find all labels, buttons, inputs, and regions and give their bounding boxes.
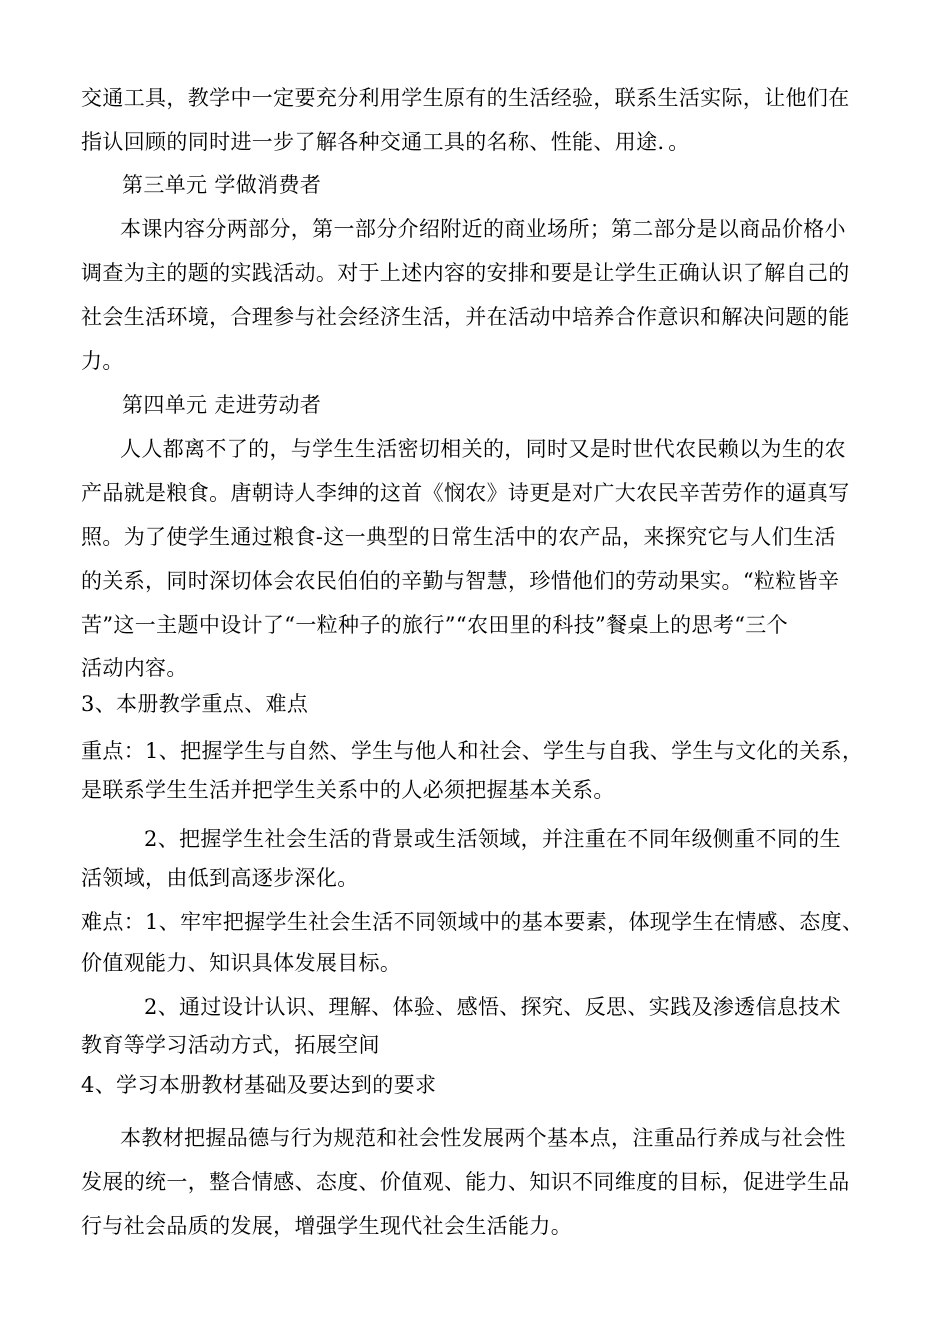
paragraph-line: 2、把握学生社会生活的背景或生活领域，并注重在不同年级侧重不同的生	[144, 827, 841, 851]
paragraph-line: 教育等学习活动方式，拓展空间	[81, 1033, 380, 1057]
paragraph-line: 的关系，同时深切体会农民伯伯的辛勤与智慧，珍惜他们的劳动果实。“粒粒皆辛	[81, 569, 840, 593]
paragraph-line: 照。为了使学生通过粮食-这一典型的日常生活中的农产品，来探究它与人们生活	[81, 525, 836, 549]
paragraph-line: 指认回顾的同时进一步了解各种交通工具的名称、性能、用途．。	[81, 130, 690, 154]
paragraph-line: 调查为主的题的实践活动。对于上述内容的安排和要是让学生正确认识了解自己的	[81, 261, 850, 285]
paragraph-line: 本课内容分两部分，第一部分介绍附近的商业场所；第二部分是以商品价格小	[120, 217, 846, 241]
section4-heading: 4、学习本册教材基础及要达到的要求	[81, 1073, 437, 1097]
paragraph-line: 活领域，由低到高逐步深化。	[81, 866, 359, 890]
paragraph-line: 社会生活环境，合理参与社会经济生活，并在活动中培养合作意识和解决问题的能	[81, 305, 850, 329]
unit4-heading: 第四单元 走进劳动者	[122, 393, 322, 417]
section3-heading: 3、本册教学重点、难点	[81, 692, 309, 716]
paragraph-line: 人人都离不了的，与学生生活密切相关的，同时又是时世代农民赖以为生的农	[120, 437, 846, 461]
paragraph-line: 价值观能力、知识具体发展目标。	[81, 951, 402, 975]
paragraph-line: 产品就是粮食。唐朝诗人李绅的这首《悯农》诗更是对广大农民辛苦劳作的逼真写	[81, 481, 850, 505]
paragraph-line: 力。	[81, 349, 124, 373]
paragraph-line: 是联系学生生活并把学生关系中的人必须把握基本关系。	[81, 778, 615, 802]
paragraph-line: 活动内容。	[81, 656, 188, 680]
paragraph-line: 难点：1、牢牢把握学生社会生活不同领域中的基本要素，体现学生在情感、态度、	[81, 910, 864, 934]
paragraph-line: 2、通过设计认识、理解、体验、感悟、探究、反思、实践及渗透信息技术	[144, 995, 841, 1019]
paragraph-line: 发展的统一，整合情感、态度、价值观、能力、知识不同维度的目标，促进学生品	[81, 1170, 850, 1194]
paragraph-line: 行与社会品质的发展，增强学生现代社会生活能力。	[81, 1214, 573, 1238]
paragraph-line: 本教材把握品德与行为规范和社会性发展两个基本点，注重品行养成与社会性	[120, 1126, 846, 1150]
paragraph-line: 重点：1、把握学生与自然、学生与他人和社会、学生与自我、学生与文化的关系，	[81, 739, 864, 763]
paragraph-line: 交通工具，教学中一定要充分利用学生原有的生活经验，联系生活实际，让他们在	[81, 86, 850, 110]
unit3-heading: 第三单元 学做消费者	[122, 173, 322, 197]
paragraph-line: 苦”这一主题中设计了“一粒种子的旅行”“农田里的科技”餐桌上的思考“三个	[81, 613, 789, 637]
